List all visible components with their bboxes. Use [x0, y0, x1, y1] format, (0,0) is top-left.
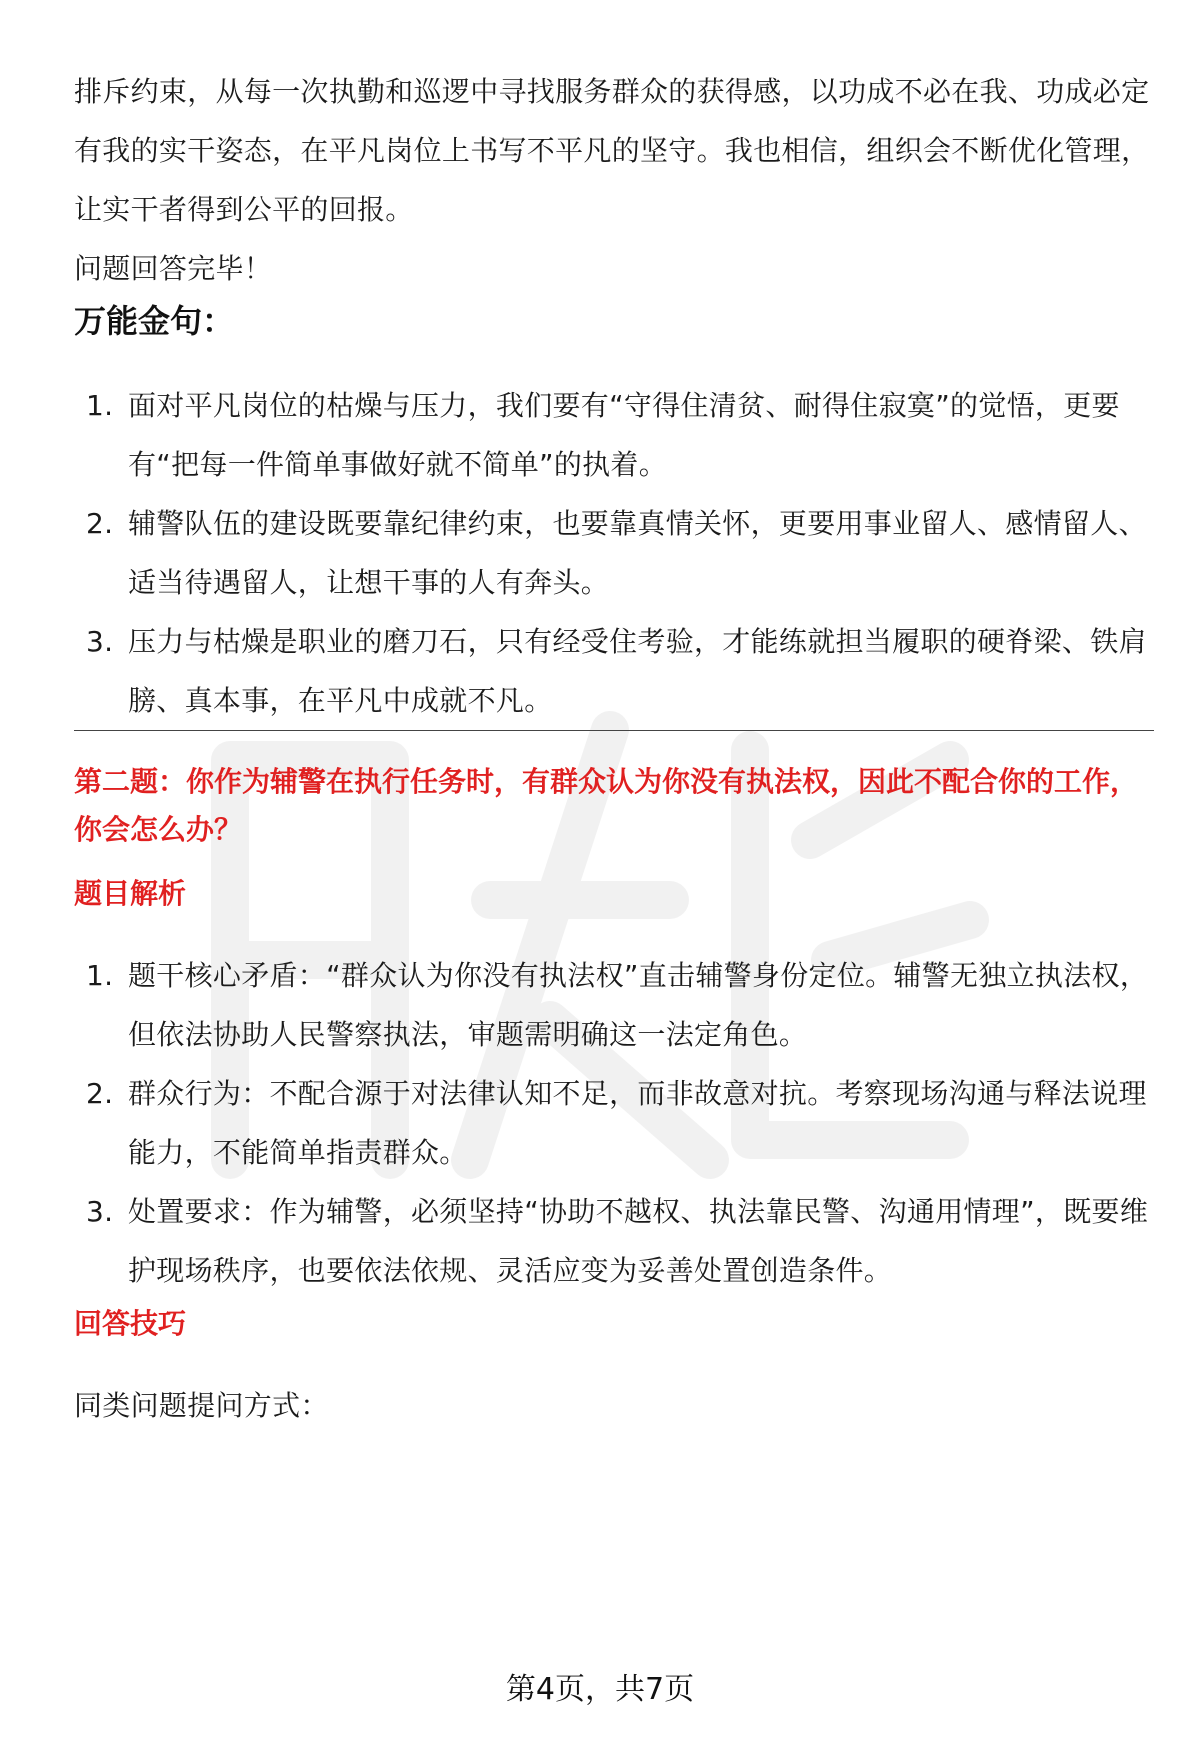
list-item-number: 3. — [86, 625, 114, 658]
analysis-list — [74, 946, 1154, 1300]
closing-line: 问题回答完毕！ — [74, 252, 273, 285]
main-content — [74, 62, 1154, 1435]
intro-paragraph: 排斥约束，从每一次执勤和巡逻中寻找服务群众的获得感，以功成不必在我、功成必定有我的实干姿态，在平凡岗位上书写不平凡的坚守。我也相信，组织会不断优化管理，让实干者得到公平的回报。 — [74, 75, 1150, 226]
list-item — [74, 376, 1154, 494]
page-footer: 第4页，共7页 — [505, 1672, 695, 1707]
list-item-number: 1. — [86, 389, 114, 422]
tips-heading: 回答技巧 — [74, 1307, 187, 1340]
list-item — [74, 946, 1154, 1064]
list-item — [74, 1182, 1154, 1300]
question-two-title: 第二题：你作为辅警在执行任务时，有群众认为你没有执法权，因此不配合你的工作，你会怎么办？ — [74, 765, 1139, 846]
list-item-number: 2. — [86, 507, 114, 540]
list-item-text: 群众行为：不配合源于对法律认知不足，而非故意对抗。考察现场沟通与释法说理能力，不能简单指责群众。 — [128, 1077, 1147, 1169]
similar-questions-label: 同类问题提问方式： — [74, 1389, 329, 1422]
list-item-text: 辅警队伍的建设既要靠纪律约束，也要靠真情关怀，更要用事业留人、感情留人、适当待遇留人，让想干事的人有奔头。 — [128, 507, 1147, 599]
list-item — [74, 612, 1154, 730]
list-item-number: 2. — [86, 1077, 114, 1110]
list-item-text: 题干核心矛盾：“群众认为你没有执法权”直击辅警身份定位。辅警无独立执法权，但依法协助人民警察执法，审题需明确这一法定角色。 — [128, 959, 1149, 1051]
list-item — [74, 1064, 1154, 1182]
analysis-heading: 题目解析 — [74, 877, 187, 910]
golden-sentences-list — [74, 376, 1154, 730]
list-item-number: 1. — [86, 959, 114, 992]
section-divider — [74, 730, 1154, 731]
golden-sentences-title: 万能金句： — [74, 302, 235, 340]
list-item-text: 压力与枯燥是职业的磨刀石，只有经受住考验，才能练就担当履职的硬脊梁、铁肩膀、真本事，在平凡中成就不凡。 — [128, 625, 1147, 717]
list-item-text: 处置要求：作为辅警，必须坚持“协助不越权、执法靠民警、沟通用情理”，既要维护现场秩序，也要依法依规、灵活应变为妥善处置创造条件。 — [128, 1195, 1149, 1287]
list-item-number: 3. — [86, 1195, 114, 1228]
list-item — [74, 494, 1154, 612]
list-item-text: 面对平凡岗位的枯燥与压力，我们要有“守得住清贫、耐得住寂寞”的觉悟，更要有“把每一件简单事做好就不简单”的执着。 — [128, 389, 1120, 481]
